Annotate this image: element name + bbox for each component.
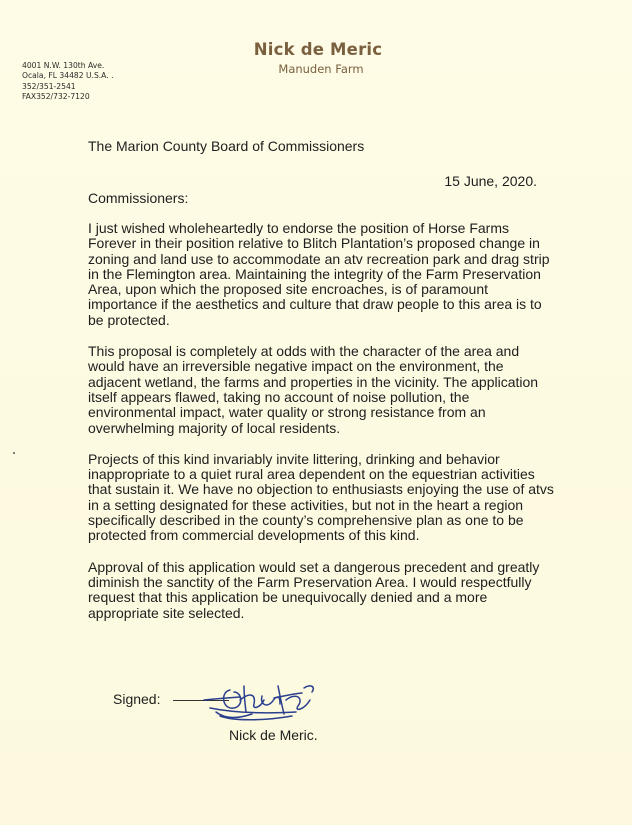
recipient: The Marion County Board of Commissioners: [88, 138, 365, 154]
body-paragraph: Projects of this kind invariably invite littering, drinking and behavior inappropriate to a quiet rural area dependent on the equestrian activities that sustain it. We have no objection to enthusiasts enjoying the use of atvs in a setting designated for these activities, but not in the heart a region specifically described in the county’s comprehensive plan as one to be protected from commercial developments of this kind.: [88, 450, 554, 544]
sender-address: [22, 61, 114, 103]
address-line: FAX352/732-7120: [22, 92, 90, 102]
salutation: Commissioners:: [88, 190, 189, 206]
signatory-name: Nick de Meric.: [229, 727, 318, 743]
scan-speck: [13, 452, 15, 454]
address-line: 4001 N.W. 130th Ave.: [22, 61, 105, 70]
letter-date: 15 June, 2020.: [444, 173, 537, 189]
address-line: 352/351-2541: [22, 81, 76, 91]
body-paragraph: Approval of this application would set a dangerous precedent and greatly diminish the sanctity of the Farm Preservation Area. I would respectfully request that this application be unequivocally denied and a more appropriate site selected.: [88, 558, 540, 621]
address-line: Ocala, FL 34482 U.S.A. .: [22, 71, 114, 81]
letterhead-name: Nick de Meric: [253, 40, 383, 59]
signed-label: Signed:: [113, 691, 161, 707]
letterhead-farm: Manuden Farm: [278, 62, 364, 76]
letter-body: [88, 221, 558, 637]
body-paragraph: This proposal is completely at odds with the character of the area and would have an irreversible negative impact on the environment, the adjacent wetland, the farms and properties in the vicinity. The application itself appears flawed, taking no account of noise pollution, the environmental impact, water quality or strong resistance from an overwhelming majority of local residents.: [88, 343, 539, 436]
body-paragraph: I just wished wholeheartedly to endorse the position of Horse Farms Forever in their position relative to Blitch Plantation’s proposed change in zoning and land use to accommodate an atv recreation park and drag strip in the Flemington area. Maintaining the integrity of the Farm Preservation Area, upon which the proposed site encroaches, is of paramount importance if the aesthetics and culture that draw people to this area is to be protected.: [88, 220, 550, 328]
handwritten-signature: [200, 678, 330, 728]
